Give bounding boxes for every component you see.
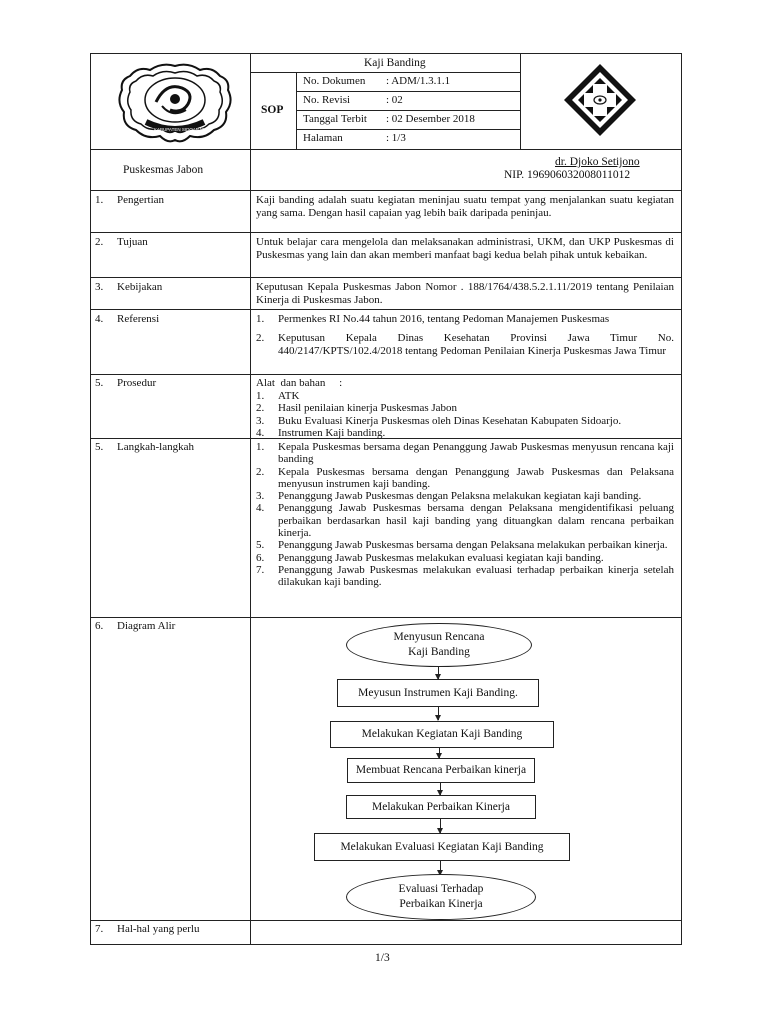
list-item: 5. Penanggung Jawab Puskesmas bersama dengan Pelaksana melakukan perbaikan kinerja. [256,539,668,552]
section-label-referensi: Referensi [117,313,160,325]
page-value: : 1/3 [386,132,406,144]
flow-step-box: Melakukan Perbaikan Kinerja [346,795,536,819]
list-item: 6. Penanggung Jawab Puskesmas melakukan evaluasi kegiatan kaji banding. [256,551,604,564]
section-label-prosedur: Prosedur [117,377,157,389]
prosedur-intro: Alat dan bahan : [256,377,343,389]
page-label: Halaman [303,132,343,144]
flow-arrow [440,860,441,875]
revision-value: : 02 [386,94,403,106]
section-label-kebijakan: Kebijakan [117,281,163,293]
flow-step-box: Melakukan Evaluasi Kegiatan Kaji Banding [314,833,570,861]
section-number: 6. [95,620,104,632]
list-item: 4. Instrumen Kaji banding. [256,426,386,439]
flow-arrow [438,706,439,720]
pengertian-text: Kaji banding adalah suatu kegiatan meninjau suatu tempat yang menjalankan suatu kegiatan yang sama. Dengan hasil capaian yag lebih baik daripada peninjau. [256,194,674,219]
list-item: 7. Penanggung Jawab Puskesmas melakukan evaluasi terhadap perbaikan kinerja setelah dilakukan kaji banding. [256,563,674,589]
section-label-pengertian: Pengertian [117,194,165,206]
section-number: 2. [95,236,104,248]
flow-step-box: Melakukan Kegiatan Kaji Banding [330,721,554,748]
kebijakan-text: Keputusan Kepala Puskesmas Jabon Nomor . 188/1764/438.5.2.1.11/2019 tentang Penilaian Kinerja di Puskesmas Jabon. [256,281,674,306]
puskesmas-logo [562,62,638,138]
flow-step-box: Meyusun Instrumen Kaji Banding. [337,679,539,707]
list-item: 1. Permenkes RI No.44 tahun 2016, tentang Pedoman Manajemen Puskesmas [256,313,610,325]
flow-arrow [438,666,439,679]
list-item: 1. Kepala Puskesmas bersama degan Penanggung Jawab Puskesmas menyusun rencana kaji banding [256,441,674,466]
page-number: 1/3 [375,952,390,964]
section-number: 3. [95,281,104,293]
section-number: 5. [95,441,104,453]
section-label-diagram: Diagram Alir [117,620,176,632]
doc-number-value: : ADM/1.3.1.1 [386,75,451,87]
prosedur-list [256,390,674,439]
flow-arrow [439,747,440,758]
revision-label: No. Revisi [303,94,351,106]
seal-caption: KABUPATEN SIDOARJO [154,127,205,132]
flow-arrow [440,818,441,833]
section-label-tujuan: Tujuan [117,236,148,248]
section-label-langkah: Langkah-langkah [117,441,194,453]
tujuan-text: Untuk belajar cara mengelola dan melaksanakan administrasi, UKM, dan UKP Puskesmas di Puskesmas yang lain dan akan memberi manfaat bagi kedua belah pihak untuk kebaikan. [256,236,674,261]
list-item: 3. Penanggung Jawab Puskesmas dengan Pelaksna melakukan kegiatan kaji banding. [256,490,642,503]
flow-step-box: Membuat Rencana Perbaikan kinerja [347,758,535,783]
list-item: 3. Buku Evaluasi Kinerja Puskesmas oleh Dinas Kesehatan Kabupaten Sidoarjo. [256,414,622,427]
langkah-list [256,441,674,589]
list-item: 2. Keputusan Kepala Dinas Kesehatan Provinsi Jawa Timur No. 440/2147/KPTS/102.4/2018 tentang Pedoman Penilaian Kinerja Puskesmas Jawa Timur [256,332,674,357]
issue-date-value: : 02 Desember 2018 [386,113,475,125]
section-number: 1. [95,194,104,206]
list-item: 2. Kepala Puskesmas bersama dengan Penanggung Jawab Puskesmas dan Pelaksana menyusun instrumen kaji banding. [256,465,674,490]
section-label-hal: Hal-hal yang perlu [117,923,200,935]
section-number: 4. [95,313,104,325]
signatory-name: dr. Djoko Setijono [555,156,640,168]
referensi-list [256,313,674,357]
flow-arrow [440,782,441,795]
section-number: 7. [95,923,104,935]
list-item: 2. Hasil penilaian kinerja Puskesmas Jabon [256,402,458,415]
issue-date-label: Tanggal Terbit [303,113,367,125]
sop-label: SOP [261,104,284,116]
flow-start-ellipse: Menyusun Rencana Kaji Banding [346,623,532,667]
signatory-nip: NIP. 196906032008011012 [504,169,631,181]
flow-end-ellipse: Evaluasi Terhadap Perbaikan Kinerja [346,874,536,920]
regency-seal-logo [116,60,234,144]
section-number: 5. [95,377,104,389]
org-name: Puskesmas Jabon [123,164,204,176]
list-item: 1. ATK [256,390,300,402]
document-title: Kaji Banding [364,57,426,69]
doc-number-label: No. Dokumen [303,75,366,87]
list-item: 4. Penanggung Jawab Puskesmas bersama dengan Pelaksana mengidentifikasi peluang perbaikan berdasarkan hasil kaji banding yang dituangkan dalam rencana perbaikan kinerja. [256,502,674,540]
